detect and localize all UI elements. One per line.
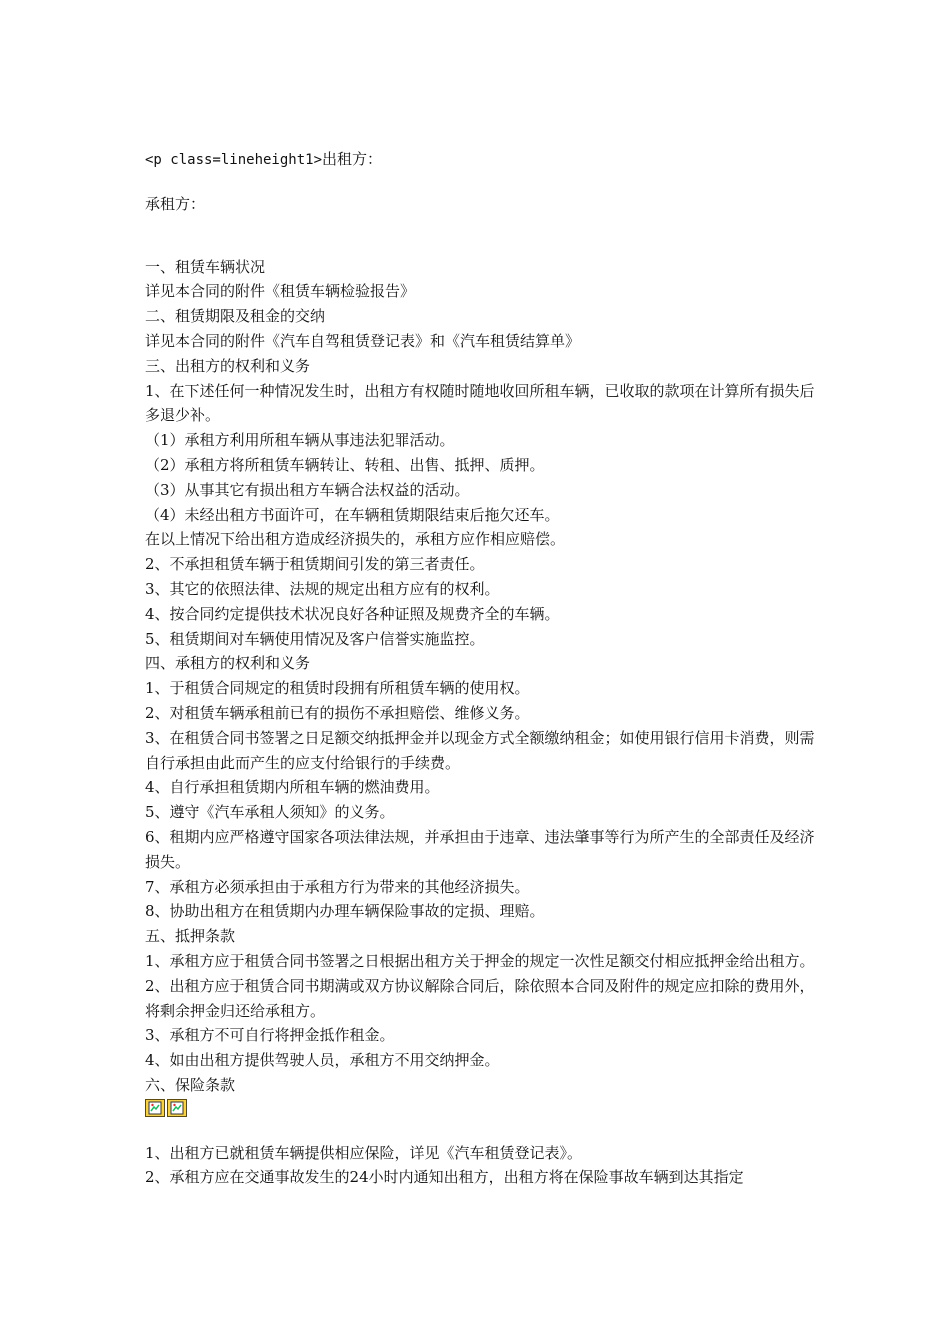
clause-line: （2）承租方将所租赁车辆转让、转租、出售、抵押、质押。 xyxy=(145,455,545,474)
clause-line: 1、在下述任何一种情况发生时，出租方有权随时随地收回所租车辆，已收取的款项在计算所有损失后多退少补。 xyxy=(145,381,815,425)
section-heading: 四、承租方的权利和义务 xyxy=(145,654,311,673)
clause-line: 4、如由出租方提供驾驶人员，承租方不用交纳押金。 xyxy=(145,1051,500,1070)
clause-line: 4、按合同约定提供技术状况良好各种证照及规费齐全的车辆。 xyxy=(145,604,560,623)
clause-line: 2、对租赁车辆承租前已有的损伤不承担赔偿、维修义务。 xyxy=(145,703,530,722)
clause-line: 详见本合同的附件《租赁车辆检验报告》 xyxy=(145,282,416,301)
section-heading: 五、抵押条款 xyxy=(145,927,236,946)
clause-line: 2、不承担租赁车辆于租赁期间引发的第三者责任。 xyxy=(145,555,485,574)
clause-line: 3、承租方不可自行将押金抵作租金。 xyxy=(145,1026,395,1045)
clause-line: （1）承租方利用所租车辆从事违法犯罪活动。 xyxy=(145,431,455,450)
section-heading: 二、租赁期限及租金的交纳 xyxy=(145,307,326,326)
clause-line: 7、承租方必须承担由于承租方行为带来的其他经济损失。 xyxy=(145,877,530,896)
clause-line: 5、遵守《汽车承租人须知》的义务。 xyxy=(145,803,395,822)
clause-line: 3、其它的依照法律、法规的规定出租方应有的权利。 xyxy=(145,579,500,598)
broken-image-icon xyxy=(145,1099,165,1117)
clause-line: （4）未经出租方书面许可，在车辆租赁期限结束后拖欠还车。 xyxy=(145,505,560,524)
clause-line: 8、协助出租方在租赁期内办理车辆保险事故的定损、理赔。 xyxy=(145,902,545,921)
clause-line: 6、租期内应严格遵守国家各项法律法规，并承担由于违章、违法肇事等行为所产生的全部责任及经济损失。 xyxy=(145,827,815,871)
lessor-line xyxy=(145,147,815,172)
contract-sections xyxy=(145,255,815,1098)
lessee-label: 承租方： xyxy=(145,194,206,213)
clause-line: 详见本合同的附件《汽车自驾租赁登记表》和《汽车租赁结算单》 xyxy=(145,331,581,350)
html-code-fragment: <p class=lineheight1> xyxy=(145,152,323,168)
clause-line: 5、租赁期间对车辆使用情况及客户信誉实施监控。 xyxy=(145,629,485,648)
clause-line: 1、承租方应于租赁合同书签署之日根据出租方关于押金的规定一次性足额交付相应抵押金给出租方。 xyxy=(145,951,815,970)
clause-line: 1、于租赁合同规定的租赁时段拥有所租赁车辆的使用权。 xyxy=(145,679,530,698)
clause-line: （3）从事其它有损出租方车辆合法权益的活动。 xyxy=(145,480,470,499)
clause-line: 2、出租方应于租赁合同书期满或双方协议解除合同后，除依照本合同及附件的规定应扣除的费用外，将剩余押金归还给承租方。 xyxy=(145,976,815,1020)
clause-line: 1、出租方已就租赁车辆提供相应保险，详见《汽车租赁登记表》。 xyxy=(145,1143,583,1162)
lessor-label: 出租方： xyxy=(322,150,383,168)
contract-document xyxy=(145,147,815,1190)
clause-line: 在以上情况下给出租方造成经济损失的，承租方应作相应赔偿。 xyxy=(145,530,566,549)
broken-image-icon xyxy=(167,1099,187,1117)
insurance-clauses xyxy=(145,1141,815,1191)
clause-line: 3、在租赁合同书签署之日足额交纳抵押金并以现金方式全额缴纳租金；如使用银行信用卡消费，则需自行承担由此而产生的应支付给银行的手续费。 xyxy=(145,728,815,772)
broken-image-row xyxy=(145,1099,815,1121)
section-heading: 三、出租方的权利和义务 xyxy=(145,356,311,375)
section-heading: 六、保险条款 xyxy=(145,1075,236,1094)
clause-line: 4、自行承担租赁期内所租车辆的燃油费用。 xyxy=(145,778,440,797)
section-heading: 一、租赁车辆状况 xyxy=(145,257,266,276)
clause-line: 2、承租方应在交通事故发生的24小时内通知出租方，出租方将在保险事故车辆到达其指定 xyxy=(145,1168,744,1187)
